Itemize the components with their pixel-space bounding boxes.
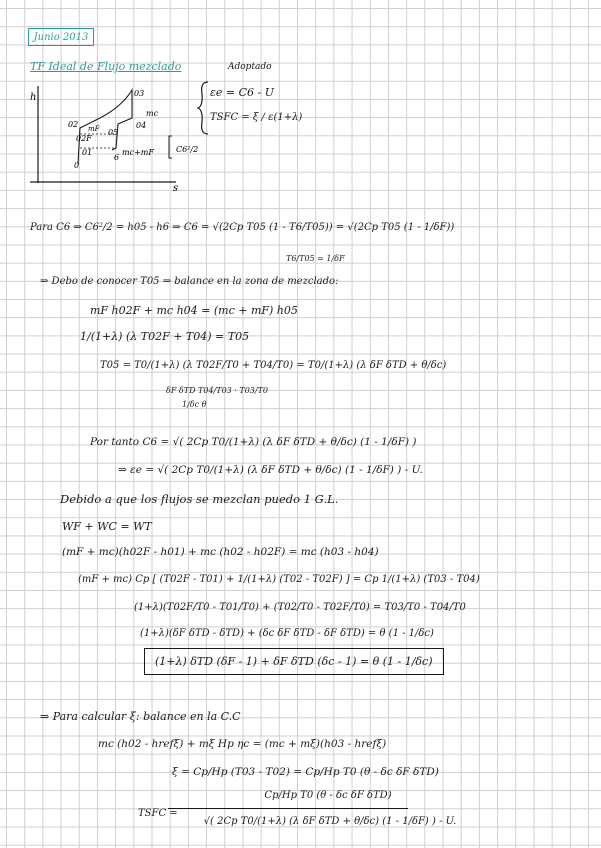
page-title: TF Ideal de Flujo mezclado [30,60,182,73]
state-0: 0 [74,161,80,170]
line-energy-2: (mF + mc) Cp [ (T02F - T01) + 1/(1+λ) (T02 - T02F) ] = Cp 1/(1+λ) (T03 - T04) [78,574,480,585]
s-axis-label: s [173,183,179,194]
flow-fan-label: mF [88,125,100,133]
line-c6-final: Por tanto C6 = √( 2Cp T0/(1+λ) (λ δF δTD + θ/δc) (1 - 1/δF) ) [90,436,417,448]
tsfc-fraction-bar [168,808,408,809]
flow-core-label: mc [146,109,159,118]
state-03: 03 [134,89,145,98]
line-c6: Para C6 ⇒ C6²/2 = h05 - h6 ⇒ C6 = √(2Cp T05 (1 - T6/T05)) = √(2Cp T05 (1 - 1/δF)) [30,222,455,233]
hs-diagram [26,78,206,196]
state-01: 01 [82,148,93,157]
state-02: 02 [68,120,79,129]
line-t05-1: 1/(1+λ) (λ T02F + T04) = T05 [80,330,250,343]
boxed-result: (1+λ) δTD (δF - 1) + δF δTD (δc - 1) = θ (1 - 1/δc) [144,648,444,675]
line-mixing-balance: mF h02F + mc h04 = (mc + mF) h05 [90,304,298,317]
line-balance-intro: ⇒ Debo de conocer T05 ⇒ balance en la zona de mezclado: [40,276,339,287]
line-t05-note-2: 1/δc θ [182,400,207,409]
flow-total-label: mc+mF [122,148,154,157]
line-c6-note: T6/T05 = 1/δF [286,254,345,263]
brace-icon [196,80,210,136]
line-cc-balance: mc (h02 - hrefξ) + mξ Hp ηc = (mc + mξ)(h03 - hrefξ) [98,738,387,750]
line-mixing-note: Debido a que los flujos se mezclan puedo 1 G.L. [60,492,339,506]
state-02F: 02F [76,134,92,143]
line-energy-4: (1+λ)(δF δTD - δTD) + (δc δF δTD - δF δTD) = θ (1 - 1/δc) [140,628,434,639]
line-energy-3: (1+λ)(T02F/T0 - T01/T0) + (T02/T0 - T02F/T0) = T03/T0 - T04/T0 [134,602,466,613]
line-t05-note-1: δF δTD T04/T03 · T03/T0 [166,386,269,395]
state-6: 6 [114,153,120,162]
tsfc-numerator: Cp/Hp T0 (θ - δc δF δTD) [264,790,392,801]
line-energy-1: (mF + mc)(h02F - h01) + mc (h02 - h02F) = mc (h03 - h04) [62,546,379,558]
h-axis-label: h [30,92,37,103]
line-fuel-ratio: ξ = Cp/Hp (T03 - T02) = Cp/Hp T0 (θ - δc δF δTD) [172,766,439,778]
state-04: 04 [136,121,147,130]
adopted-label: Adoptado [228,62,272,72]
line-thrust: ⇒ εe = √( 2Cp T0/(1+λ) (λ δF δTD + θ/δc) (1 - 1/δF) ) - U. [118,464,423,476]
line-work-balance: WF + WC = WT [62,520,152,533]
adopted-eq-1: εe = C6 - U [210,86,275,99]
half-velocity-label: C6²/2 [176,145,199,154]
line-t05-2: T05 = T0/(1+λ) (λ T02F/T0 + T04/T0) = T0/(1+λ) (λ δF δTD + θ/δc) [100,360,447,371]
line-fuel-intro: ⇒ Para calcular ξ: balance en la C.C [40,710,241,723]
tsfc-denominator: √( 2Cp T0/(1+λ) (λ δF δTD + θ/δc) (1 - 1/δF) ) - U. [203,816,457,827]
tsfc-label: TSFC = [138,808,178,819]
state-05: 05 [108,128,119,137]
date-label: Junio 2013 [28,28,94,46]
adopted-eq-2: TSFC = ξ / ε(1+λ) [210,112,303,123]
